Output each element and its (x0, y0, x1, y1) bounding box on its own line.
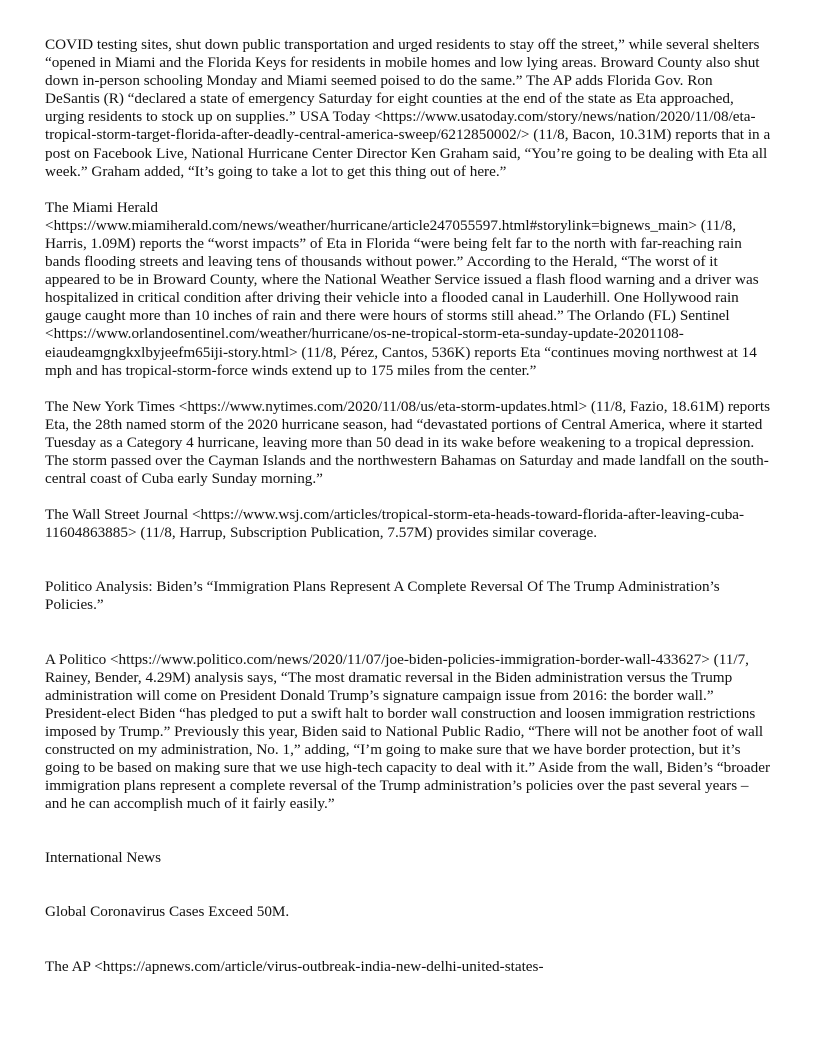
paragraph-nyt: The New York Times <https://www.nytimes.com/2020/11/08/us/eta-storm-updates.html> (11/8, Fazio, 18.61M) reports Eta, the 28th named storm of the 2020 hurricane season, had “devastated portions of Central America, where it started Tuesday as a Category 4 hurricane, leaving more than 50 dead in its wake before weakening to a tropical depression. The storm passed over the Cayman Islands and the northwestern Bahamas on Saturday and made landfall on the south-central coast of Cuba early Sunday morning.” (45, 397, 770, 488)
section-spacer (45, 615, 771, 651)
paragraph-eta-florida-preparations: COVID testing sites, shut down public transportation and urged residents to stay off the street,” while several shelters “opened in Miami and the Florida Keys for residents in mobile homes and low lying areas. Broward County also shut down in-person schooling Monday and Miami seemed poised to do the same.” The AP adds Florida Gov. Ron DeSantis (R) “declared a state of emergency Saturday for eight counties at the end of the state as Eta approached, urging residents to stock up on supplies.” USA Today <https://www.usatoday.com/story/news/nation/2020/11/08/eta-tropical-storm-target-florida-after-deadly-central-america-sweep/6212850002/> (11/8, Bacon, 10.31M) reports that in a post on Facebook Live, National Hurricane Center Director Ken Graham said, “You’re going to be dealing with Eta all week.” Graham added, “It’s going to take a lot to get this thing out of here.” (45, 36, 771, 180)
paragraph-spacer (45, 488, 771, 506)
section-spacer (45, 813, 771, 849)
document-page (45, 36, 771, 976)
paragraph-politico-analysis: A Politico <https://www.politico.com/news/2020/11/07/joe-biden-policies-immigration-border-wall-433627> (11/7, Rainey, Bender, 4.29M) analysis says, “The most dramatic reversal in the Biden administration versus the Trump administration will come on President Donald Trump’s signature campaign issue from 2016: the border wall.” President-elect Biden “has pledged to put a swift halt to border wall construction and loosen immigration restrictions imposed by Trump.” Previously this year, Biden said to National Public Radio, “There will not be another foot of wall constructed on my administration, No. 1,” adding, “I’m going to make sure that we have border protection, but it’s going to be based on making sure that we use high-tech capacity to deal with it.” Aside from the wall, Biden’s “broader immigration plans represent a complete reversal of the Trump administration’s policies over the past several years – and he can accomplish much of it fairly easily.” (45, 650, 771, 813)
headline-politico-immigration: Politico Analysis: Biden’s “Immigration Plans Represent A Complete Reversal Of The Trump Administration’s Policies.” (45, 578, 720, 614)
section-spacer (45, 922, 771, 958)
section-spacer (45, 542, 771, 578)
section-heading-international-news: International News (45, 849, 161, 867)
paragraph-wsj: The Wall Street Journal <https://www.wsj.com/articles/tropical-storm-eta-heads-toward-florida-after-leaving-cuba-11604863885> (11/8, Harrup, Subscription Publication, 7.57M) provides similar coverage. (45, 506, 745, 542)
paragraph-ap-coronavirus: The AP <https://apnews.com/article/virus-outbreak-india-new-delhi-united-states- (45, 957, 544, 975)
paragraph-spacer (45, 380, 771, 398)
headline-global-coronavirus: Global Coronavirus Cases Exceed 50M. (45, 903, 290, 921)
paragraph-spacer (45, 181, 771, 199)
section-spacer (45, 867, 771, 903)
paragraph-miami-herald: The Miami Herald <https://www.miamiherald.com/news/weather/hurricane/article247055597.html#storylink=bignews_main> (11/8, Harris, 1.09M) reports the “worst impacts” of Eta in Florida “were being felt far to the north with far-reaching rain bands flooding streets and leaving tens of thousands without power.” According to the Herald, “The worst of it appeared to be in Broward County, where the National Weather Service issued a flash flood warning and a driver was hospitalized in critical condition after driving their vehicle into a flooded canal in Lauderhill. One Hollywood rain gauge caught more than 10 inches of rain and there were hours of storms still ahead.” The Orlando (FL) Sentinel <https://www.orlandosentinel.com/weather/hurricane/os-ne-tropical-storm-eta-sunday-update-20201108-eiaudeamgngkxlbyjeefm65iji-story.html> (11/8, Pérez, Cantos, 536K) reports Eta “continues moving northwest at 14 mph and has tropical-storm-force winds extend up to 175 miles from the center.” (45, 198, 759, 379)
